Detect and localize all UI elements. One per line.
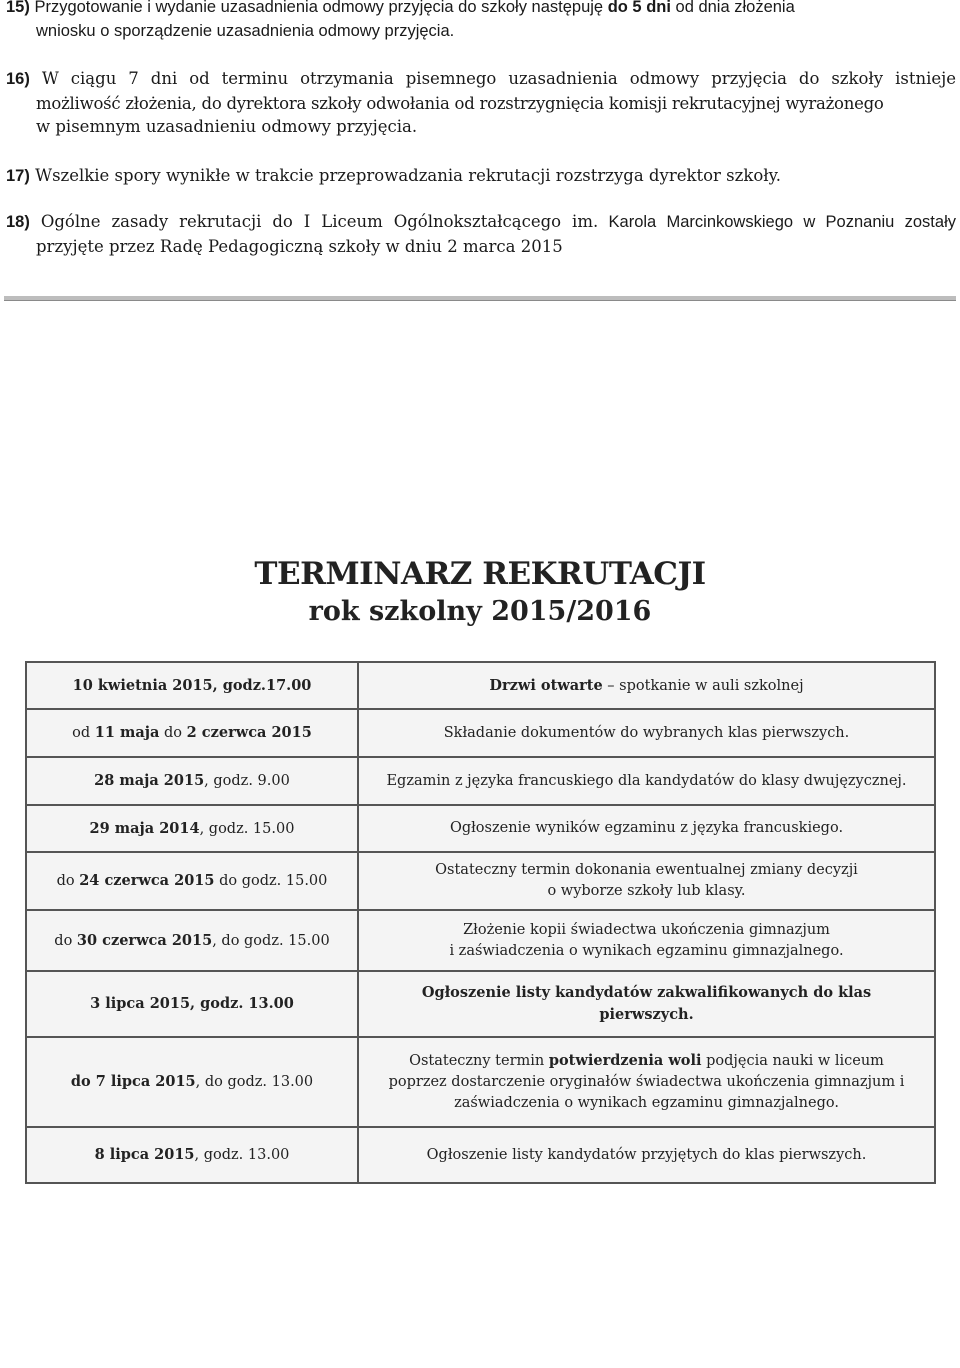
schedule-row [26, 662, 935, 709]
paragraph-18 [6, 210, 956, 258]
paragraph-text: możliwość złożenia, do dyrektora szkoły odwołania od rozstrzygnięcia komisji rekrutacyjnej wyrażonego [36, 93, 884, 113]
paragraph-number: 15) [6, 0, 30, 16]
schedule-row [26, 757, 935, 805]
schedule-date [26, 1127, 358, 1183]
date-text: , godz. 13.00 [194, 1147, 290, 1163]
description-text: Ogłoszenie listy kandydatów przyjętych do klas pierwszych. [426, 1146, 867, 1163]
schedule-date [26, 709, 358, 757]
schedule-table [25, 661, 936, 1184]
description-text: – spotkanie w auli szkolnej [602, 677, 804, 694]
description-text: Ogłoszenie listy kandydatów zakwalifikowanych do klas [421, 984, 872, 1001]
paragraph-text: Przygotowanie i wydanie uzasadnienia odmowy przyjęcia do szkoły następuję [34, 0, 608, 16]
description-text: potwierdzenia woli [548, 1052, 702, 1069]
schedule-row [26, 709, 935, 757]
schedule-description [358, 852, 935, 910]
description-text: pierwszych. [599, 1006, 694, 1023]
description-text: Drzwi otwarte [489, 676, 603, 694]
schedule-description [358, 662, 935, 709]
schedule-description [358, 1127, 935, 1183]
schedule-row [26, 971, 935, 1037]
date-text: 2 czerwca 2015 [186, 724, 312, 741]
paragraph-text: od dnia złożenia [670, 0, 795, 16]
paragraph-text: Karola Marcinkowskiego w Poznaniu zostały [598, 213, 956, 231]
date-text: 8 lipca 2015 [94, 1146, 195, 1163]
description-text: zaświadczenia o wynikach egzaminu gimnazjalnego. [454, 1095, 839, 1111]
schedule-description [358, 709, 935, 757]
schedule-date [26, 852, 358, 910]
paragraph-number: 18) [6, 213, 30, 231]
schedule-date [26, 1037, 358, 1127]
schedule-description [358, 757, 935, 805]
paragraph-number: 17) [6, 167, 30, 185]
date-text: do [54, 932, 77, 949]
date-text: , do godz. 15.00 [212, 932, 330, 949]
schedule-date [26, 910, 358, 971]
paragraph-17 [6, 164, 956, 189]
schedule-row [26, 1037, 935, 1127]
schedule-subtitle: rok szkolny 2015/2016 [308, 596, 652, 627]
schedule-row [26, 852, 935, 910]
description-text: Ostateczny termin [409, 1053, 549, 1069]
description-text: Ostateczny termin dokonania ewentualnej zmiany decyzji [435, 862, 858, 878]
schedule-date [26, 662, 358, 709]
schedule-description [358, 1037, 935, 1127]
date-text: , godz. 15.00 [199, 820, 295, 837]
paragraph-text: Ogólne zasady rekrutacji do I Liceum Ogólnokształcącego im. [40, 212, 599, 231]
schedule-date [26, 757, 358, 805]
description-text: o wyborze szkoły lub klasy. [547, 883, 746, 899]
paragraph-text: w pisemnym uzasadnieniu odmowy przyjęcia. [36, 117, 418, 136]
paragraph-text: wniosku o sporządzenie uzasadnienia odmowy przyjęcia. [36, 21, 455, 40]
schedule-title: TERMINARZ REKRUTACJI [254, 556, 706, 592]
description-text: Ogłoszenie wyników egzaminu z języka francuskiego. [449, 820, 844, 836]
description-text: Składanie dokumentów do wybranych klas pierwszych. [443, 724, 850, 741]
schedule-description [358, 910, 935, 971]
paragraph-text: W ciągu 7 dni od terminu otrzymania pisemnego uzasadnienia odmowy przyjęcia do szkoły istnieje [41, 69, 957, 88]
date-text: 30 czerwca 2015 [76, 931, 213, 949]
date-text: od [72, 725, 95, 741]
date-text: 24 czerwca 2015 [79, 872, 215, 889]
date-text: do 7 lipca 2015 [70, 1073, 196, 1090]
date-text: do godz. 15.00 [214, 873, 328, 889]
date-text: do [159, 725, 187, 741]
description-text: Złożenie kopii świadectwa ukończenia gimnazjum [463, 921, 830, 938]
paragraph-text: Wszelkie spory wynikłe w trakcie przeprowadzania rekrutacji rozstrzyga dyrektor szkoły. [35, 166, 781, 185]
deadline-emphasis: do 5 dni [607, 0, 671, 16]
horizontal-divider [4, 296, 956, 301]
schedule-description [358, 971, 935, 1037]
date-text: 11 maja [94, 724, 160, 741]
date-text: 29 maja 2014 [89, 819, 200, 837]
date-text: 3 lipca 2015, godz. 13.00 [90, 995, 294, 1012]
date-text: 28 maja 2015 [94, 772, 205, 789]
paragraph-15 [6, 0, 956, 43]
schedule-description [358, 805, 935, 852]
schedule-row [26, 1127, 935, 1183]
paragraph-number: 16) [6, 70, 30, 88]
schedule-row [26, 805, 935, 852]
paragraph-16 [6, 67, 956, 139]
date-text: do [56, 873, 80, 889]
schedule-date [26, 805, 358, 852]
date-text: , godz. 9.00 [204, 773, 290, 789]
schedule-row [26, 910, 935, 971]
date-text: 10 kwietnia 2015, godz.17.00 [72, 676, 312, 694]
description-text: podjęcia nauki w liceum [701, 1053, 884, 1069]
paragraph-text: przyjęte przez Radę Pedagogiczną szkoły w dniu 2 marca 2015 [36, 236, 563, 256]
description-text: i zaświadczenia o wynikach egzaminu gimnazjalnego. [449, 942, 844, 959]
description-text: Egzamin z języka francuskiego dla kandydatów do klasy dwujęzycznej. [386, 772, 907, 789]
description-text: poprzez dostarczenie oryginałów świadectwa ukończenia gimnazjum i [388, 1074, 905, 1090]
date-text: , do godz. 13.00 [195, 1074, 314, 1090]
schedule-date [26, 971, 358, 1037]
